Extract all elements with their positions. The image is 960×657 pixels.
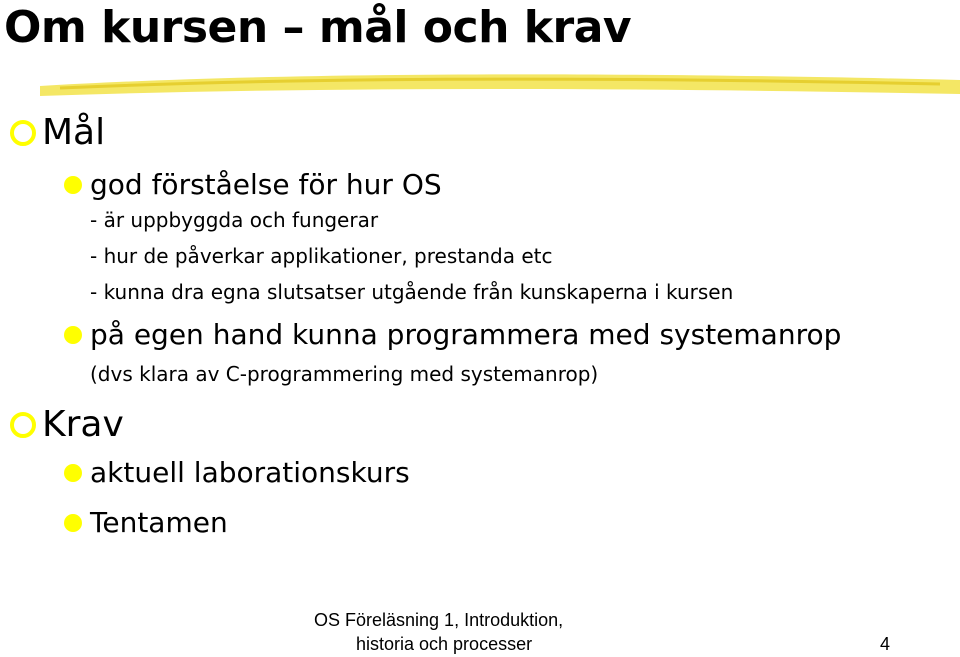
dot-bullet-icon [64,326,82,344]
bullet-text: Tentamen [90,506,228,539]
sub-line: - är uppbyggda och fungerar [90,208,379,232]
sub-line: (dvs klara av C-programmering med systemanrop) [90,362,599,386]
dot-bullet-icon [64,464,82,482]
bullet-point [64,456,410,489]
bullet-point [64,506,228,539]
bullet-point [64,318,841,351]
section-heading-text: Mål [42,112,106,153]
footer-line: historia och processer [356,634,533,654]
bullet-point [64,168,442,201]
sub-line: - kunna dra egna slutsatser utgående från kunskaperna i kursen [90,280,734,304]
dot-bullet-icon [64,514,82,532]
bullet-text: god förståelse för hur OS [90,168,442,201]
dot-bullet-icon [64,176,82,194]
title-underline-brush [40,66,960,102]
footer-line: OS Föreläsning 1, Introduktion, [314,610,564,630]
section-heading-krav [10,404,124,445]
section-heading-text: Krav [42,404,124,445]
slide-title: Om kursen – mål och krav [4,2,632,53]
bullet-text: aktuell laborationskurs [90,456,410,489]
page-number: 4 [880,634,891,654]
sub-line: - hur de påverkar applikationer, prestanda etc [90,244,553,268]
bullet-text: på egen hand kunna programmera med systemanrop [90,318,842,351]
section-heading-mal [10,112,105,153]
ring-bullet-icon [10,120,36,146]
ring-bullet-icon [10,412,36,438]
